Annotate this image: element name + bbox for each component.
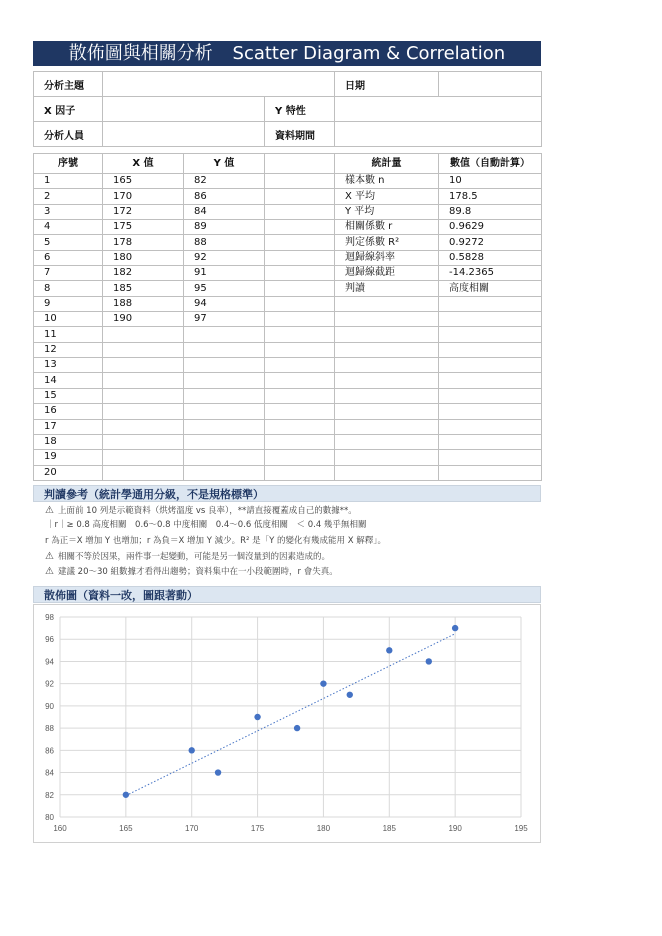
stat-name-cell: X 平均: [335, 189, 439, 204]
x-tick-label: 190: [448, 824, 462, 833]
y-cell[interactable]: [184, 434, 265, 449]
no-cell: 4: [34, 220, 103, 235]
stat-name-cell: [335, 296, 439, 311]
scatter-point: [386, 647, 392, 653]
blank-cell: [265, 342, 335, 357]
stat-name-cell: [335, 327, 439, 342]
blank-cell: [265, 373, 335, 388]
reference-title: 判讀參考（統計學通用分級，不是規格標準）: [33, 485, 541, 502]
warning-icon: ⚠: [45, 505, 54, 516]
x-cell[interactable]: [103, 404, 184, 419]
y-tick-label: 98: [45, 613, 54, 622]
table-row: [34, 189, 542, 204]
title-zh: 散佈圖與相關分析: [68, 43, 213, 64]
stat-name-cell: 迴歸線截距: [335, 266, 439, 281]
reference-line-2: ｜r｜≥ 0.8 高度相關 0.6～0.8 中度相關 0.4～0.6 低度相關 ＜ 0.4 幾乎無相關: [46, 520, 367, 530]
no-cell: 9: [34, 296, 103, 311]
table-row: [34, 358, 542, 373]
blank-cell: [265, 327, 335, 342]
y-cell[interactable]: [184, 450, 265, 465]
x-cell[interactable]: 165: [103, 174, 184, 189]
y-tick-label: 80: [45, 813, 54, 822]
stat-name-cell: [335, 434, 439, 449]
stat-value-cell: 0.5828: [439, 250, 542, 265]
blank-cell: [265, 189, 335, 204]
blank-cell: [265, 465, 335, 480]
x-cell[interactable]: 180: [103, 250, 184, 265]
x-cell[interactable]: 182: [103, 266, 184, 281]
table-row: [34, 174, 542, 189]
table-row: [34, 220, 542, 235]
x-cell[interactable]: [103, 434, 184, 449]
blank-cell: [265, 419, 335, 434]
y-cell[interactable]: 94: [184, 296, 265, 311]
warning-icon: ⚠: [45, 566, 54, 577]
y-cell[interactable]: [184, 327, 265, 342]
chart-section-title: 散佈圖（資料一改，圖跟著動）: [33, 586, 541, 603]
stat-value-cell: [439, 450, 542, 465]
header-x: X 值: [103, 154, 184, 174]
no-cell: 11: [34, 327, 103, 342]
stat-value-cell: 89.8: [439, 204, 542, 219]
no-cell: 18: [34, 434, 103, 449]
no-cell: 2: [34, 189, 103, 204]
blank-cell: [265, 450, 335, 465]
stat-value-cell: [439, 312, 542, 327]
no-cell: 3: [34, 204, 103, 219]
stat-name-cell: 相關係數 r: [335, 220, 439, 235]
blank-cell: [265, 174, 335, 189]
blank-cell: [265, 404, 335, 419]
topic-field[interactable]: [103, 72, 335, 97]
no-cell: 10: [34, 312, 103, 327]
x-tick-label: 175: [250, 824, 265, 833]
y-cell[interactable]: [184, 373, 265, 388]
stat-value-cell: 0.9629: [439, 220, 542, 235]
trendline: [126, 634, 455, 796]
blank-cell: [265, 204, 335, 219]
table-row: [34, 235, 542, 250]
scatter-chart: [33, 604, 541, 843]
scatter-point: [294, 725, 300, 731]
blank-cell: [265, 388, 335, 403]
y-tick-label: 86: [45, 746, 54, 756]
x-tick-label: 185: [382, 824, 396, 833]
scatter-point: [123, 792, 129, 798]
x-cell[interactable]: [103, 342, 184, 357]
y-cell[interactable]: 92: [184, 250, 265, 265]
stat-value-cell: [439, 434, 542, 449]
x-tick-label: 195: [514, 824, 528, 833]
table-row: [34, 404, 542, 419]
x-cell[interactable]: 190: [103, 312, 184, 327]
stat-value-cell: [439, 388, 542, 403]
header-blank: [265, 154, 335, 174]
analyst-label: 分析人員: [34, 122, 103, 147]
no-cell: 20: [34, 465, 103, 480]
scatter-point: [215, 769, 221, 775]
x-cell[interactable]: [103, 465, 184, 480]
y-cell[interactable]: [184, 388, 265, 403]
x-cell[interactable]: [103, 327, 184, 342]
stat-value-cell: 178.5: [439, 189, 542, 204]
x-cell[interactable]: 172: [103, 204, 184, 219]
no-cell: 12: [34, 342, 103, 357]
stat-name-cell: [335, 450, 439, 465]
y-char-label: Y 特性: [265, 97, 335, 122]
table-header-row: [34, 154, 542, 174]
stat-name-cell: 判定係數 R²: [335, 235, 439, 250]
stat-value-cell: [439, 327, 542, 342]
blank-cell: [265, 434, 335, 449]
scatter-point: [189, 747, 195, 753]
blank-cell: [265, 266, 335, 281]
table-row: [34, 419, 542, 434]
stat-name-cell: [335, 388, 439, 403]
no-cell: 5: [34, 235, 103, 250]
y-tick-label: 90: [45, 701, 54, 711]
blank-cell: [265, 250, 335, 265]
stat-value-cell: [439, 404, 542, 419]
x-cell[interactable]: [103, 419, 184, 434]
stat-name-cell: 迴歸線斜率: [335, 250, 439, 265]
warning-icon: ⚠: [45, 551, 54, 562]
reference-line-1: [45, 505, 357, 517]
y-cell[interactable]: [184, 419, 265, 434]
stat-value-cell: [439, 296, 542, 311]
reference-line-3: r 為正＝X 增加 Y 也增加；r 為負＝X 增加 Y 減少。R² 是「Y 的變化有幾成能用 X 解釋」。: [45, 536, 387, 546]
stat-name-cell: [335, 373, 439, 388]
x-cell[interactable]: [103, 388, 184, 403]
no-cell: 7: [34, 266, 103, 281]
table-row: [34, 281, 542, 296]
stat-name-cell: 樣本數 n: [335, 174, 439, 189]
x-factor-label: X 因子: [34, 97, 103, 122]
scatter-point: [320, 680, 326, 686]
stat-name-cell: [335, 404, 439, 419]
data-table: [33, 153, 542, 481]
stat-name-cell: 判讀: [335, 281, 439, 296]
no-cell: 15: [34, 388, 103, 403]
table-row: [34, 388, 542, 403]
x-cell[interactable]: 175: [103, 220, 184, 235]
x-tick-label: 160: [53, 824, 67, 833]
x-tick-label: 165: [119, 824, 133, 833]
y-cell[interactable]: [184, 465, 265, 480]
topic-label: 分析主題: [34, 72, 103, 97]
stat-name-cell: Y 平均: [335, 204, 439, 219]
blank-cell: [265, 220, 335, 235]
y-tick-label: 82: [45, 790, 54, 800]
stat-value-cell: 高度相關: [439, 281, 542, 296]
x-factor-field[interactable]: [103, 97, 265, 122]
no-cell: 13: [34, 358, 103, 373]
page-title: [33, 41, 541, 66]
date-label: 日期: [335, 72, 439, 97]
x-tick-label: 170: [185, 824, 199, 833]
x-cell[interactable]: [103, 373, 184, 388]
stat-value-cell: [439, 465, 542, 480]
stat-name-cell: [335, 419, 439, 434]
table-row: [34, 312, 542, 327]
y-tick-label: 84: [45, 768, 54, 778]
y-tick-label: 88: [45, 724, 54, 734]
x-cell[interactable]: [103, 450, 184, 465]
header-no: 序號: [34, 154, 103, 174]
x-tick-label: 180: [316, 824, 331, 833]
table-row: [34, 327, 542, 342]
y-cell[interactable]: 88: [184, 235, 265, 250]
date-field[interactable]: [439, 72, 542, 97]
x-cell[interactable]: 178: [103, 235, 184, 250]
stat-value-cell: 10: [439, 174, 542, 189]
reference-line-1-text: 上面前 10 列是示範資料（烘烤溫度 vs 良率），**請直接覆蓋成自己的數據**。: [57, 506, 357, 516]
no-cell: 16: [34, 404, 103, 419]
blank-cell: [265, 235, 335, 250]
y-cell[interactable]: [184, 404, 265, 419]
table-row: [34, 296, 542, 311]
y-tick-label: 94: [45, 657, 54, 667]
stat-value-cell: [439, 373, 542, 388]
no-cell: 14: [34, 373, 103, 388]
header-stat: 統計量: [335, 154, 439, 174]
table-row: [34, 450, 542, 465]
reference-line-5: [45, 566, 338, 578]
stat-value-cell: [439, 419, 542, 434]
y-cell[interactable]: 97: [184, 312, 265, 327]
blank-cell: [265, 312, 335, 327]
x-cell[interactable]: 185: [103, 281, 184, 296]
y-cell[interactable]: 91: [184, 266, 265, 281]
period-field[interactable]: [335, 122, 542, 147]
no-cell: 6: [34, 250, 103, 265]
stat-value-cell: [439, 358, 542, 373]
blank-cell: [265, 296, 335, 311]
y-cell[interactable]: 89: [184, 220, 265, 235]
scatter-chart-svg: [34, 605, 540, 842]
header-y: Y 值: [184, 154, 265, 174]
scatter-point: [426, 658, 432, 664]
x-cell[interactable]: 170: [103, 189, 184, 204]
reference-line-5-text: 建議 20～30 組數據才看得出趨勢；資料集中在一小段範圍時，r 會失真。: [57, 567, 338, 577]
table-row: [34, 266, 542, 281]
scatter-point: [254, 714, 260, 720]
x-cell[interactable]: [103, 358, 184, 373]
table-row: [34, 434, 542, 449]
y-tick-label: 96: [45, 635, 54, 645]
stat-name-cell: [335, 465, 439, 480]
stat-name-cell: [335, 342, 439, 357]
table-row: [34, 465, 542, 480]
table-row: [34, 204, 542, 219]
scatter-point: [452, 625, 458, 631]
blank-cell: [265, 358, 335, 373]
stat-value-cell: [439, 342, 542, 357]
y-cell[interactable]: 86: [184, 189, 265, 204]
stat-value-cell: 0.9272: [439, 235, 542, 250]
y-char-field[interactable]: [335, 97, 542, 122]
y-cell[interactable]: 84: [184, 204, 265, 219]
info-table: [33, 71, 542, 147]
y-cell[interactable]: [184, 342, 265, 357]
table-row: [34, 373, 542, 388]
y-tick-label: 92: [45, 679, 54, 689]
y-cell[interactable]: 95: [184, 281, 265, 296]
table-row: [34, 342, 542, 357]
reference-line-4-text: 相關不等於因果，兩件事一起變動，可能是另一個沒量到的因素造成的。: [57, 552, 330, 562]
no-cell: 19: [34, 450, 103, 465]
stat-name-cell: [335, 358, 439, 373]
y-cell[interactable]: 82: [184, 174, 265, 189]
no-cell: 8: [34, 281, 103, 296]
y-cell[interactable]: [184, 358, 265, 373]
reference-line-4: [45, 551, 330, 563]
stat-name-cell: [335, 312, 439, 327]
x-cell[interactable]: 188: [103, 296, 184, 311]
period-label: 資料期間: [265, 122, 335, 147]
no-cell: 17: [34, 419, 103, 434]
analyst-field[interactable]: [103, 122, 265, 147]
table-row: [34, 250, 542, 265]
blank-cell: [265, 281, 335, 296]
header-value: 數值（自動計算）: [439, 154, 542, 174]
no-cell: 1: [34, 174, 103, 189]
stat-value-cell: -14.2365: [439, 266, 542, 281]
title-en: Scatter Diagram & Correlation: [232, 43, 506, 64]
scatter-point: [347, 692, 353, 698]
